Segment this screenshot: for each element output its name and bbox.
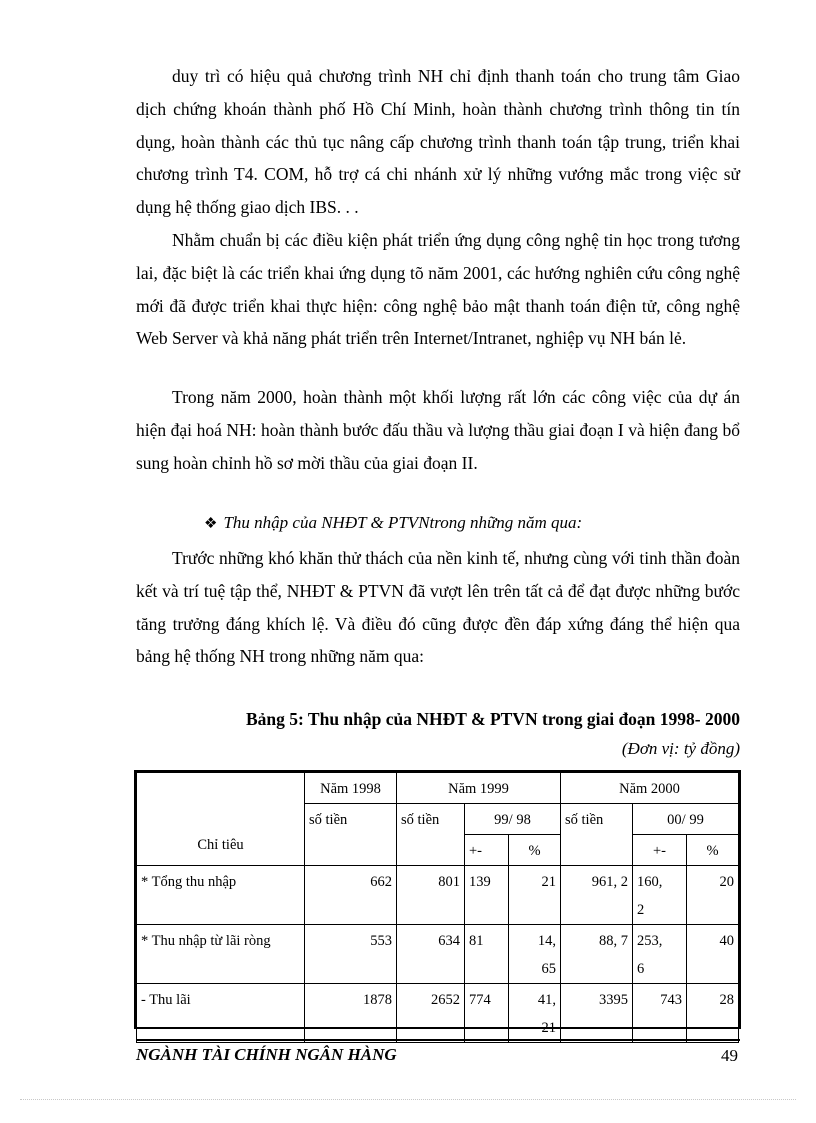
cell-2000: 3395: [561, 984, 633, 1043]
footer-title: NGÀNH TÀI CHÍNH NGÂN HÀNG: [136, 1045, 397, 1064]
header-pct-00: %: [687, 835, 739, 866]
header-diff-99: +-: [465, 835, 509, 866]
cell-1999: 2652: [397, 984, 465, 1043]
cell-1998: 662: [305, 866, 397, 925]
paragraph-1: duy trì có hiệu quả chương trình NH chỉ định thanh toán cho trung tâm Giao dịch chứng khoán thành phố Hồ Chí Minh, hoàn thành chương trình thông tin tín dụng, hoàn thành các thủ tục nâng cấp chương trình thanh toán tập trung, triển khai chương trình T4. COM, hỗ trợ cá chi nhánh xử lý những vướng mắc trong việc sử dụng hệ thống giao dịch IBS. . .: [136, 66, 740, 218]
row-label: * Thu nhập từ lãi ròng: [137, 925, 305, 984]
header-year-1998: Năm 1998: [305, 773, 397, 804]
cell-diff-00: 743: [633, 984, 687, 1043]
cell-1999: 634: [397, 925, 465, 984]
paragraph-3: Trong năm 2000, hoàn thành một khối lượng rất lớn các công việc của dự án hiện đại hoá NH: hoàn thành bước đấu thầu và lượng thầu giai đoạn I và hiện đang bổ sung hoàn chỉnh hồ sơ mời thầu của giai đoạn II.: [136, 387, 740, 473]
header-compare-99-98: 99/ 98: [465, 804, 561, 835]
table-unit: (Đơn vị: tỷ đồng): [621, 739, 740, 758]
header-amount-1998: số tiền: [305, 804, 397, 866]
cell-1999: 801: [397, 866, 465, 925]
header-indicator: Chỉ tiêu: [137, 773, 305, 866]
cell-pct-00: 20: [687, 866, 739, 925]
cell-diff-99: 81: [465, 925, 509, 984]
header-year-2000: Năm 2000: [561, 773, 739, 804]
row-label: * Tổng thu nhập: [137, 866, 305, 925]
cell-2000: 88, 7: [561, 925, 633, 984]
header-amount-1999: số tiền: [397, 804, 465, 866]
cell-pct-00: 40: [687, 925, 739, 984]
cell-1998: 553: [305, 925, 397, 984]
footer-divider: [136, 1039, 740, 1041]
header-year-1999: Năm 1999: [397, 773, 561, 804]
section-heading-text: Thu nhập của NHĐT & PTVNtrong những năm qua:: [223, 513, 583, 532]
cell-diff-99: 774: [465, 984, 509, 1043]
table-row: [137, 984, 739, 1043]
table-row: [137, 925, 739, 984]
cell-diff-99: 139: [465, 866, 509, 925]
row-label: - Thu lãi: [137, 984, 305, 1043]
header-pct-99: %: [509, 835, 561, 866]
table-row: [137, 866, 739, 925]
page-number: 49: [721, 1046, 738, 1065]
income-table: [134, 770, 741, 1036]
page-bottom-rule: [20, 1099, 796, 1100]
cell-pct-99: 21: [509, 866, 561, 925]
cell-1998: 1878: [305, 984, 397, 1043]
cell-2000: 961, 2: [561, 866, 633, 925]
cell-diff-00: 253, 6: [633, 925, 687, 984]
header-amount-2000: số tiền: [561, 804, 633, 866]
cell-pct-00: 28: [687, 984, 739, 1043]
cell-pct-99: 41, 21: [509, 984, 561, 1043]
paragraph-2: Nhằm chuẩn bị các điều kiện phát triển ứng dụng công nghệ tin học trong tương lai, đặc biệt là các triển khai ứng dụng tõ năm 2001, các hướng nghiên cứu công nghệ mới đã được triển khai thực hiện: công nghệ bảo mật thanh toán điện tử, công nghệ Web Server và khả năng phát triển trên Internet/Intranet, nghiệp vụ NH bán lẻ.: [136, 230, 740, 349]
header-diff-00: +-: [633, 835, 687, 866]
paragraph-4: Trước những khó khăn thử thách của nền kinh tế, nhưng cùng với tinh thần đoàn kết và trí tuệ tập thể, NHĐT & PTVN đã vượt lên trên tất cả để đạt được những bước tăng trưởng đáng khích lệ. Và điều đó cũng được đền đáp xứng đáng thể hiện qua bảng hệ thống NH trong những năm qua:: [136, 548, 740, 667]
header-compare-00-99: 00/ 99: [633, 804, 739, 835]
cell-diff-00: 160, 2: [633, 866, 687, 925]
cell-pct-99: 14, 65: [509, 925, 561, 984]
table-caption: Bảng 5: Thu nhập của NHĐT & PTVN trong giai đoạn 1998- 2000: [246, 709, 740, 729]
diamond-bullet-icon: ❖: [204, 516, 218, 532]
section-heading: [204, 513, 582, 533]
